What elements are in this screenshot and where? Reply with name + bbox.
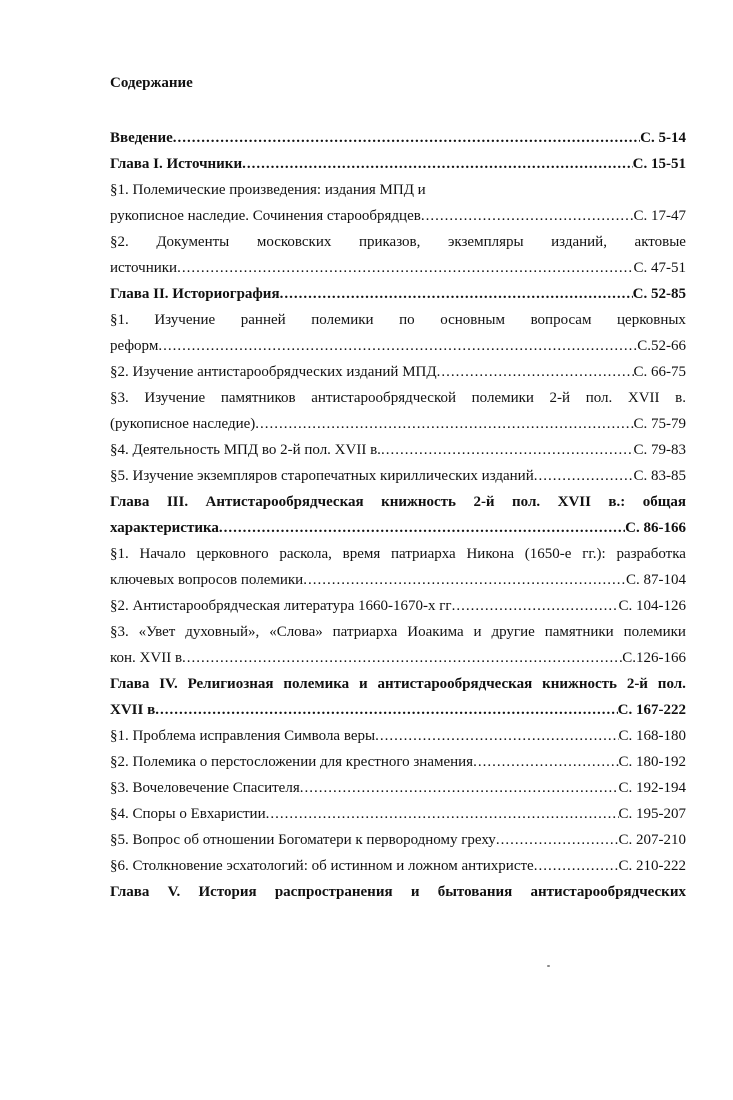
toc-word: Религиозная bbox=[187, 676, 274, 692]
dot-leader bbox=[375, 723, 618, 749]
toc-entry-title: кон. XVII в bbox=[110, 650, 183, 666]
toc-page-number: С. 168-180 bbox=[618, 728, 686, 744]
toc-entry bbox=[110, 645, 686, 671]
toc-justified-line bbox=[110, 489, 686, 515]
toc-page-number: С. 195-207 bbox=[618, 806, 686, 822]
toc-word: антистарообрядческих bbox=[530, 884, 686, 900]
toc-entry bbox=[110, 463, 686, 489]
toc-word: разработка bbox=[616, 546, 686, 562]
toc-word: 2-й bbox=[626, 676, 648, 692]
toc-line-text: §1. Полемические произведения: издания МПД и bbox=[110, 182, 426, 198]
dot-leader bbox=[219, 515, 625, 541]
toc-word: в.: bbox=[608, 494, 626, 510]
toc-word: ранней bbox=[240, 312, 286, 328]
toc-word: изданий, bbox=[551, 234, 607, 250]
toc-page-number: С. 167-222 bbox=[617, 702, 686, 718]
toc-word: полемики bbox=[311, 312, 374, 328]
dot-leader bbox=[473, 749, 618, 775]
toc-word: III. bbox=[166, 494, 189, 510]
toc-page-number: С. 180-192 bbox=[618, 754, 686, 770]
toc-word: бытования bbox=[437, 884, 513, 900]
dot-leader bbox=[381, 437, 634, 463]
toc-entry bbox=[110, 827, 686, 853]
toc-word: §1. bbox=[110, 546, 129, 562]
toc-word: московских bbox=[256, 234, 332, 250]
dot-leader bbox=[303, 567, 626, 593]
toc-page-number: С. 87-104 bbox=[626, 572, 686, 588]
dot-leader bbox=[266, 801, 619, 827]
toc-entry bbox=[110, 801, 686, 827]
toc-word: вопросам bbox=[530, 312, 592, 328]
dot-leader bbox=[534, 853, 619, 879]
toc-word: памятников bbox=[220, 390, 296, 406]
toc-text-line bbox=[110, 177, 686, 203]
toc-entry bbox=[110, 281, 686, 307]
toc-word: Глава bbox=[110, 884, 150, 900]
toc-word: §2. bbox=[110, 234, 129, 250]
toc-word: гг.): bbox=[582, 546, 606, 562]
toc-word: актовые bbox=[634, 234, 686, 250]
toc-word: и bbox=[410, 884, 420, 900]
toc-page-number: С.52-66 bbox=[637, 338, 686, 354]
toc-word: пол. bbox=[585, 390, 613, 406]
toc-entry bbox=[110, 125, 686, 151]
toc-entry-title: рукописное наследие. Сочинения старообрядцев bbox=[110, 208, 421, 224]
toc-entry-title: Глава I. Источники bbox=[110, 156, 243, 172]
toc-entry-title: §2. Изучение антистарообрядческих изданий МПД bbox=[110, 364, 437, 380]
toc-word: §1. bbox=[110, 312, 129, 328]
toc-entry-title: Введение bbox=[110, 130, 173, 146]
toc-page-number: С. 17-47 bbox=[633, 208, 686, 224]
toc-justified-line bbox=[110, 541, 686, 567]
toc-word: полемики bbox=[623, 624, 686, 640]
toc-word: пол. bbox=[512, 494, 541, 510]
toc-word: §3. bbox=[110, 390, 129, 406]
toc-entry bbox=[110, 333, 686, 359]
toc-page-number: С. 192-194 bbox=[618, 780, 686, 796]
toc-entry bbox=[110, 723, 686, 749]
toc-entry-title: Глава II. Историография bbox=[110, 286, 280, 302]
dot-leader bbox=[155, 697, 617, 723]
toc-word: Изучение bbox=[144, 390, 206, 406]
toc-word: Изучение bbox=[154, 312, 216, 328]
toc-entry-title: реформ bbox=[110, 338, 159, 354]
toc-word: церковных bbox=[617, 312, 686, 328]
toc-word: Глава bbox=[110, 494, 150, 510]
toc-entry-title: §5. Вопрос об отношении Богоматери к первородному греху bbox=[110, 832, 496, 848]
toc-page-number: С. 47-51 bbox=[633, 260, 686, 276]
toc-entry bbox=[110, 853, 686, 879]
dot-leader bbox=[158, 333, 637, 359]
toc-justified-line bbox=[110, 619, 686, 645]
toc-page-number: С. 79-83 bbox=[633, 442, 686, 458]
toc-word: 2-й bbox=[473, 494, 495, 510]
toc-entry bbox=[110, 255, 686, 281]
toc-entry bbox=[110, 567, 686, 593]
toc-entry bbox=[110, 411, 686, 437]
dot-leader bbox=[534, 463, 634, 489]
toc-entry bbox=[110, 359, 686, 385]
dot-leader bbox=[242, 151, 633, 177]
toc-word: «Увет bbox=[138, 624, 176, 640]
toc-word: Документы bbox=[156, 234, 230, 250]
toc-word: духовный», bbox=[185, 624, 260, 640]
dot-leader bbox=[496, 827, 619, 853]
toc-word: IV. bbox=[159, 676, 178, 692]
toc-entry-title: источники bbox=[110, 260, 178, 276]
toc-entry bbox=[110, 151, 686, 177]
toc-word: V. bbox=[167, 884, 181, 900]
toc-word: и bbox=[473, 624, 482, 640]
toc-entry-title: §3. Вочеловечение Спасителя bbox=[110, 780, 300, 796]
toc-justified-line bbox=[110, 307, 686, 333]
toc-word: Иоакима bbox=[407, 624, 464, 640]
toc-page-number: С. 207-210 bbox=[618, 832, 686, 848]
toc-word: раскола, bbox=[279, 546, 332, 562]
toc-word: экземпляры bbox=[447, 234, 524, 250]
toc-word: церковного bbox=[196, 546, 269, 562]
toc-entry-title: (рукописное наследие) bbox=[110, 416, 256, 432]
toc-entry-title: §6. Столкновение эсхатологий: об истинном и ложном антихристе bbox=[110, 858, 534, 874]
toc-entry bbox=[110, 749, 686, 775]
toc-word: другие bbox=[491, 624, 535, 640]
toc-word: по bbox=[399, 312, 415, 328]
toc-page-number: С. 75-79 bbox=[633, 416, 686, 432]
toc-entry-title: §4. Споры о Евхаристии bbox=[110, 806, 266, 822]
toc-entry-title: §5. Изучение экземпляров старопечатных кириллических изданий bbox=[110, 468, 534, 484]
toc-entry bbox=[110, 593, 686, 619]
toc-page-number: С. 15-51 bbox=[632, 156, 686, 172]
toc-word: XVII bbox=[627, 390, 660, 406]
dot-leader bbox=[437, 359, 634, 385]
toc-word: патриарха bbox=[391, 546, 456, 562]
dot-leader bbox=[177, 255, 633, 281]
toc-word: XVII bbox=[557, 494, 591, 510]
dot-leader bbox=[173, 125, 640, 151]
toc-word: Глава bbox=[110, 676, 150, 692]
toc-entry-title: §4. Деятельность МПД во 2-й пол. XVII в. bbox=[110, 442, 381, 458]
toc-entry-title: §2. Антистарообрядческая литература 1660-1670-х гг bbox=[110, 598, 452, 614]
toc-word: памятники bbox=[544, 624, 614, 640]
toc-word: полемика bbox=[283, 676, 350, 692]
toc-page-number: С. 104-126 bbox=[618, 598, 686, 614]
toc-entry bbox=[110, 697, 686, 723]
toc-word: патриарха bbox=[332, 624, 398, 640]
toc-word: основным bbox=[440, 312, 505, 328]
toc-word: в. bbox=[675, 390, 686, 406]
toc-word: антистарообрядческая bbox=[377, 676, 533, 692]
toc-word: История bbox=[198, 884, 257, 900]
toc-page-number: С. 210-222 bbox=[618, 858, 686, 874]
dot-leader bbox=[452, 593, 619, 619]
toc-page-number: С. 66-75 bbox=[633, 364, 686, 380]
dot-leader bbox=[280, 281, 633, 307]
toc-word: пол. bbox=[657, 676, 686, 692]
toc-word: общая bbox=[642, 494, 686, 510]
toc-justified-line bbox=[110, 671, 686, 697]
toc-entry-title: §2. Полемика о перстосложении для крестного знамения bbox=[110, 754, 474, 770]
toc-entry bbox=[110, 437, 686, 463]
toc-word: Никона bbox=[466, 546, 515, 562]
toc-word: книжность bbox=[381, 494, 456, 510]
toc-page-number: С. 86-166 bbox=[625, 520, 686, 536]
toc-justified-line bbox=[110, 229, 686, 255]
scan-speck bbox=[547, 965, 550, 967]
toc-page-number: С.126-166 bbox=[622, 650, 686, 666]
toc-entry-title: XVII в bbox=[110, 702, 156, 718]
table-of-contents bbox=[110, 125, 686, 905]
toc-entry bbox=[110, 203, 686, 229]
toc-word: антистарообрядческой bbox=[311, 390, 457, 406]
toc-entry-title: ключевых вопросов полемики bbox=[110, 572, 304, 588]
toc-page-number: С. 5-14 bbox=[640, 130, 686, 146]
page-title: Содержание bbox=[110, 75, 193, 91]
toc-word: книжность bbox=[542, 676, 617, 692]
toc-word: (1650-е bbox=[524, 546, 572, 562]
dot-leader bbox=[421, 203, 634, 229]
toc-word: распространения bbox=[274, 884, 393, 900]
toc-word: время bbox=[342, 546, 381, 562]
toc-word: и bbox=[358, 676, 368, 692]
toc-word: полемики bbox=[471, 390, 534, 406]
toc-word: 2-й bbox=[549, 390, 571, 406]
toc-page-number: С. 52-85 bbox=[632, 286, 686, 302]
toc-entry bbox=[110, 775, 686, 801]
dot-leader bbox=[300, 775, 619, 801]
toc-page-number: С. 83-85 bbox=[633, 468, 686, 484]
toc-word: Антистарообрядческая bbox=[205, 494, 364, 510]
toc-word: Начало bbox=[139, 546, 186, 562]
toc-word: «Слова» bbox=[269, 624, 323, 640]
toc-entry bbox=[110, 515, 686, 541]
toc-entry-title: §1. Проблема исправления Символа веры bbox=[110, 728, 376, 744]
toc-justified-line bbox=[110, 879, 686, 905]
toc-entry-title: характеристика bbox=[110, 520, 219, 536]
toc-word: приказов, bbox=[358, 234, 421, 250]
toc-word: §3. bbox=[110, 624, 129, 640]
dot-leader bbox=[182, 645, 622, 671]
dot-leader bbox=[255, 411, 633, 437]
toc-justified-line bbox=[110, 385, 686, 411]
